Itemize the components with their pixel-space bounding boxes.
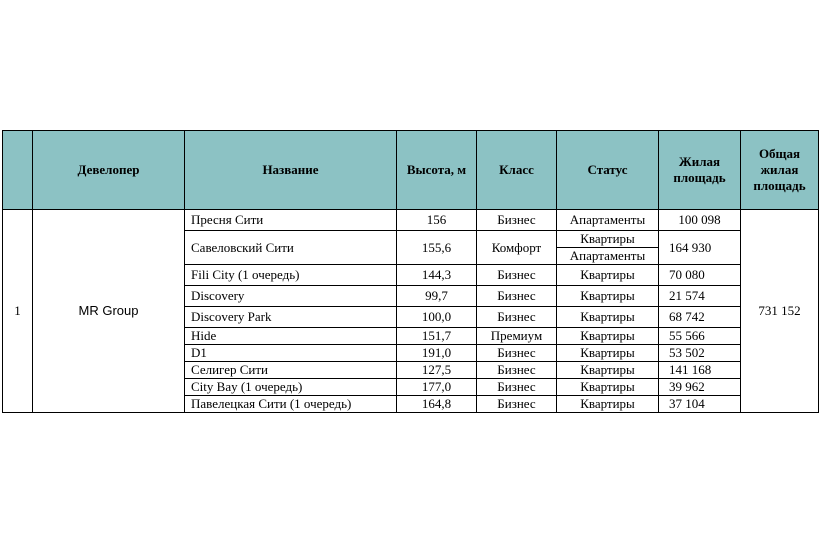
project-height: 177,0 xyxy=(397,379,477,396)
project-status: Квартиры xyxy=(557,307,659,328)
developer-cell: MR Group xyxy=(33,210,185,413)
project-status: Апартаменты xyxy=(557,210,659,231)
project-height: 99,7 xyxy=(397,286,477,307)
header-total-living-area: Общая жилая площадь xyxy=(741,131,819,210)
project-status: Квартиры xyxy=(557,362,659,379)
project-class: Бизнес xyxy=(477,286,557,307)
project-class: Бизнес xyxy=(477,210,557,231)
total-living-area: 731 152 xyxy=(741,210,819,413)
project-name: Hide xyxy=(185,328,397,345)
project-class: Бизнес xyxy=(477,265,557,286)
header-number xyxy=(3,131,33,210)
project-class: Комфорт xyxy=(477,231,557,265)
project-class: Премиум xyxy=(477,328,557,345)
header-living-area: Жилая площадь xyxy=(659,131,741,210)
project-status: Квартиры xyxy=(557,396,659,413)
project-living-area: 53 502 xyxy=(659,345,741,362)
project-height: 151,7 xyxy=(397,328,477,345)
project-height: 164,8 xyxy=(397,396,477,413)
project-name: Пресня Сити xyxy=(185,210,397,231)
project-status: Квартиры xyxy=(557,379,659,396)
project-living-area: 37 104 xyxy=(659,396,741,413)
project-class: Бизнес xyxy=(477,345,557,362)
project-height: 155,6 xyxy=(397,231,477,265)
header-status: Статус xyxy=(557,131,659,210)
project-living-area: 21 574 xyxy=(659,286,741,307)
project-class: Бизнес xyxy=(477,307,557,328)
project-status: Квартиры xyxy=(557,286,659,307)
project-class: Бизнес xyxy=(477,362,557,379)
project-class: Бизнес xyxy=(477,396,557,413)
project-living-area: 100 098 xyxy=(659,210,741,231)
project-status: Квартиры xyxy=(557,231,659,248)
project-height: 100,0 xyxy=(397,307,477,328)
project-name: Савеловский Сити xyxy=(185,231,397,265)
project-status: Квартиры xyxy=(557,265,659,286)
project-status: Квартиры xyxy=(557,328,659,345)
header-row xyxy=(3,131,819,210)
header-class: Класс xyxy=(477,131,557,210)
project-name: Fili City (1 очередь) xyxy=(185,265,397,286)
project-name: Павелецкая Сити (1 очередь) xyxy=(185,396,397,413)
project-name: Discovery Park xyxy=(185,307,397,328)
project-name: City Bay (1 очередь) xyxy=(185,379,397,396)
project-status: Квартиры xyxy=(557,345,659,362)
row-number: 1 xyxy=(3,210,33,413)
project-living-area: 68 742 xyxy=(659,307,741,328)
developer-projects-table xyxy=(2,130,819,413)
project-height: 156 xyxy=(397,210,477,231)
project-height: 127,5 xyxy=(397,362,477,379)
project-class: Бизнес xyxy=(477,379,557,396)
project-height: 191,0 xyxy=(397,345,477,362)
table-row xyxy=(3,210,819,231)
project-living-area: 55 566 xyxy=(659,328,741,345)
header-developer: Девелопер xyxy=(33,131,185,210)
project-living-area: 164 930 xyxy=(659,231,741,265)
project-living-area: 141 168 xyxy=(659,362,741,379)
project-status: Апартаменты xyxy=(557,248,659,265)
project-name: D1 xyxy=(185,345,397,362)
header-name: Название xyxy=(185,131,397,210)
project-living-area: 70 080 xyxy=(659,265,741,286)
project-name: Селигер Сити xyxy=(185,362,397,379)
project-name: Discovery xyxy=(185,286,397,307)
project-height: 144,3 xyxy=(397,265,477,286)
project-living-area: 39 962 xyxy=(659,379,741,396)
header-height: Высота, м xyxy=(397,131,477,210)
